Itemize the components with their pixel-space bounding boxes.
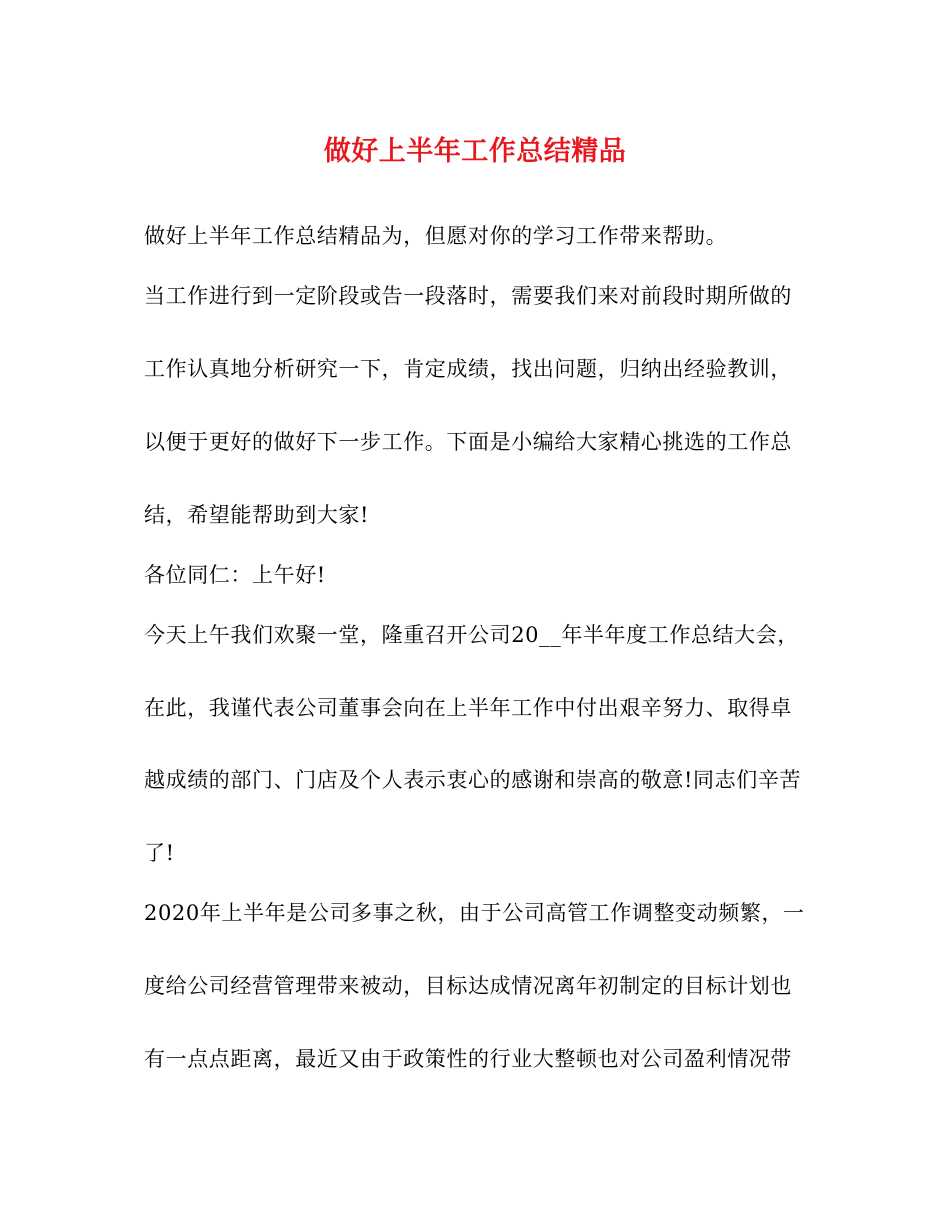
body-line-9: 越成绩的部门、门店及个人表示衷心的感谢和崇高的敬意!同志们辛苦: [144, 768, 802, 792]
body-line-11: 2020年上半年是公司多事之秋，由于公司高管工作调整变动频繁，一: [144, 901, 805, 925]
body-line-10: 了!: [144, 841, 175, 865]
document-title: 做好上半年工作总结精品: [323, 136, 627, 167]
body-line-4: 以便于更好的做好下一步工作。下面是小编给大家精心挑选的工作总: [144, 430, 792, 454]
body-line-6: 各位同仁：上午好!: [144, 563, 326, 587]
body-line-1: 做好上半年工作总结精品为，但愿对你的学习工作带来帮助。: [144, 224, 728, 248]
body-line-5: 结，希望能帮助到大家!: [144, 503, 370, 527]
body-line-2: 当工作进行到一定阶段或告一段落时，需要我们来对前段时期所做的: [144, 284, 792, 308]
body-line-8: 在此，我谨代表公司董事会向在上半年工作中付出艰辛努力、取得卓: [144, 696, 792, 720]
body-line-12: 度给公司经营管理带来被动，目标达成情况离年初制定的目标计划也: [144, 974, 792, 998]
body-line-3: 工作认真地分析研究一下，肯定成绩，找出问题，归纳出经验教训，: [144, 357, 792, 381]
body-line-13: 有一点点距离，最近又由于政策性的行业大整顿也对公司盈利情况带: [144, 1047, 792, 1071]
body-line-7: 今天上午我们欢聚一堂，隆重召开公司20__年半年度工作总结大会，: [144, 623, 799, 647]
